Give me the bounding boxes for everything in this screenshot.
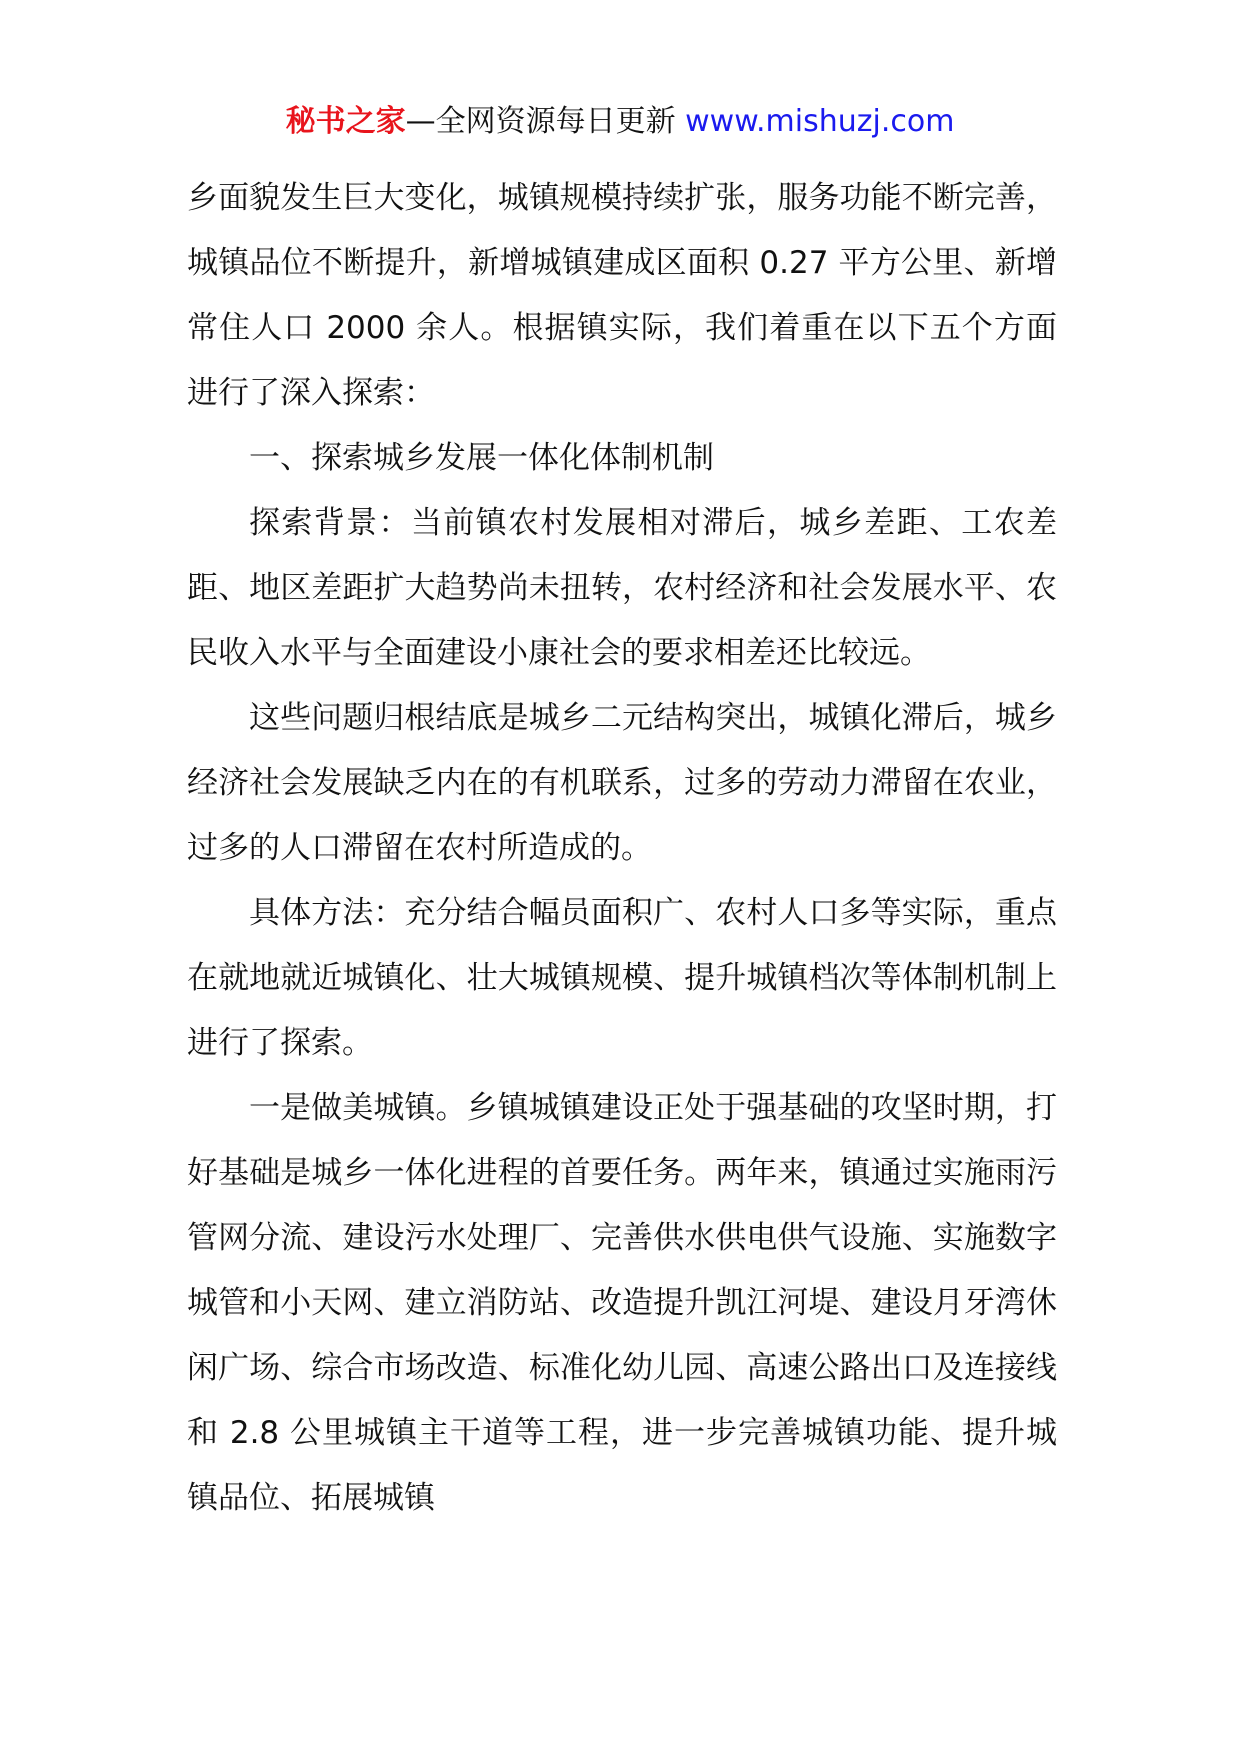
brand-name: 秘书之家 [285,104,406,139]
paragraph-background: 探索背景：当前镇农村发展相对滞后，城乡差距、工农差距、地区差距扩大趋势尚未扭转，农村经济和社会发展水平、农民收入水平与全面建设小康社会的要求相差还比较远。 [187,505,1057,671]
page-header [0,100,1240,144]
paragraph-root-cause: 这些问题归根结底是城乡二元结构突出，城镇化滞后，城乡经济社会发展缺乏内在的有机联系，过多的劳动力滞留在农业，过多的人口滞留在农村所造成的。 [187,700,1057,866]
paragraph-beautify-town: 一是做美城镇。乡镇城镇建设正处于强基础的攻坚时期，打好基础是城乡一体化进程的首要任务。两年来，镇通过实施雨污管网分流、建设污水处理厂、完善供水供电供气设施、实施数字城管和小天网、建立消防站、改造提升凯江河堤、建设月牙湾休闲广场、综合市场改造、标准化幼儿园、高速公路出口及连接线和 2.8 公里城镇主干道等工程，进一步完善城镇功能、提升城镇品位、拓展城镇 [187,1090,1057,1516]
paragraph-method: 具体方法：充分结合幅员面积广、农村人口多等实际，重点在就地就近城镇化、壮大城镇规模、提升城镇档次等体制机制上进行了探索。 [187,895,1057,1061]
section-heading: 一、探索城乡发展一体化体制机制 [249,440,714,476]
site-url-link[interactable]: www.mishuzj.com [685,104,955,139]
paragraph-continuation: 乡面貌发生巨大变化，城镇规模持续扩张，服务功能不断完善，城镇品位不断提升，新增城镇建成区面积 0.27 平方公里、新增常住人口 2000 余人。根据镇实际，我们着重在以下五个方面进行了深入探索： [187,180,1057,411]
header-tagline: —全网资源每日更新 [405,104,686,139]
document-body [187,166,1057,1531]
